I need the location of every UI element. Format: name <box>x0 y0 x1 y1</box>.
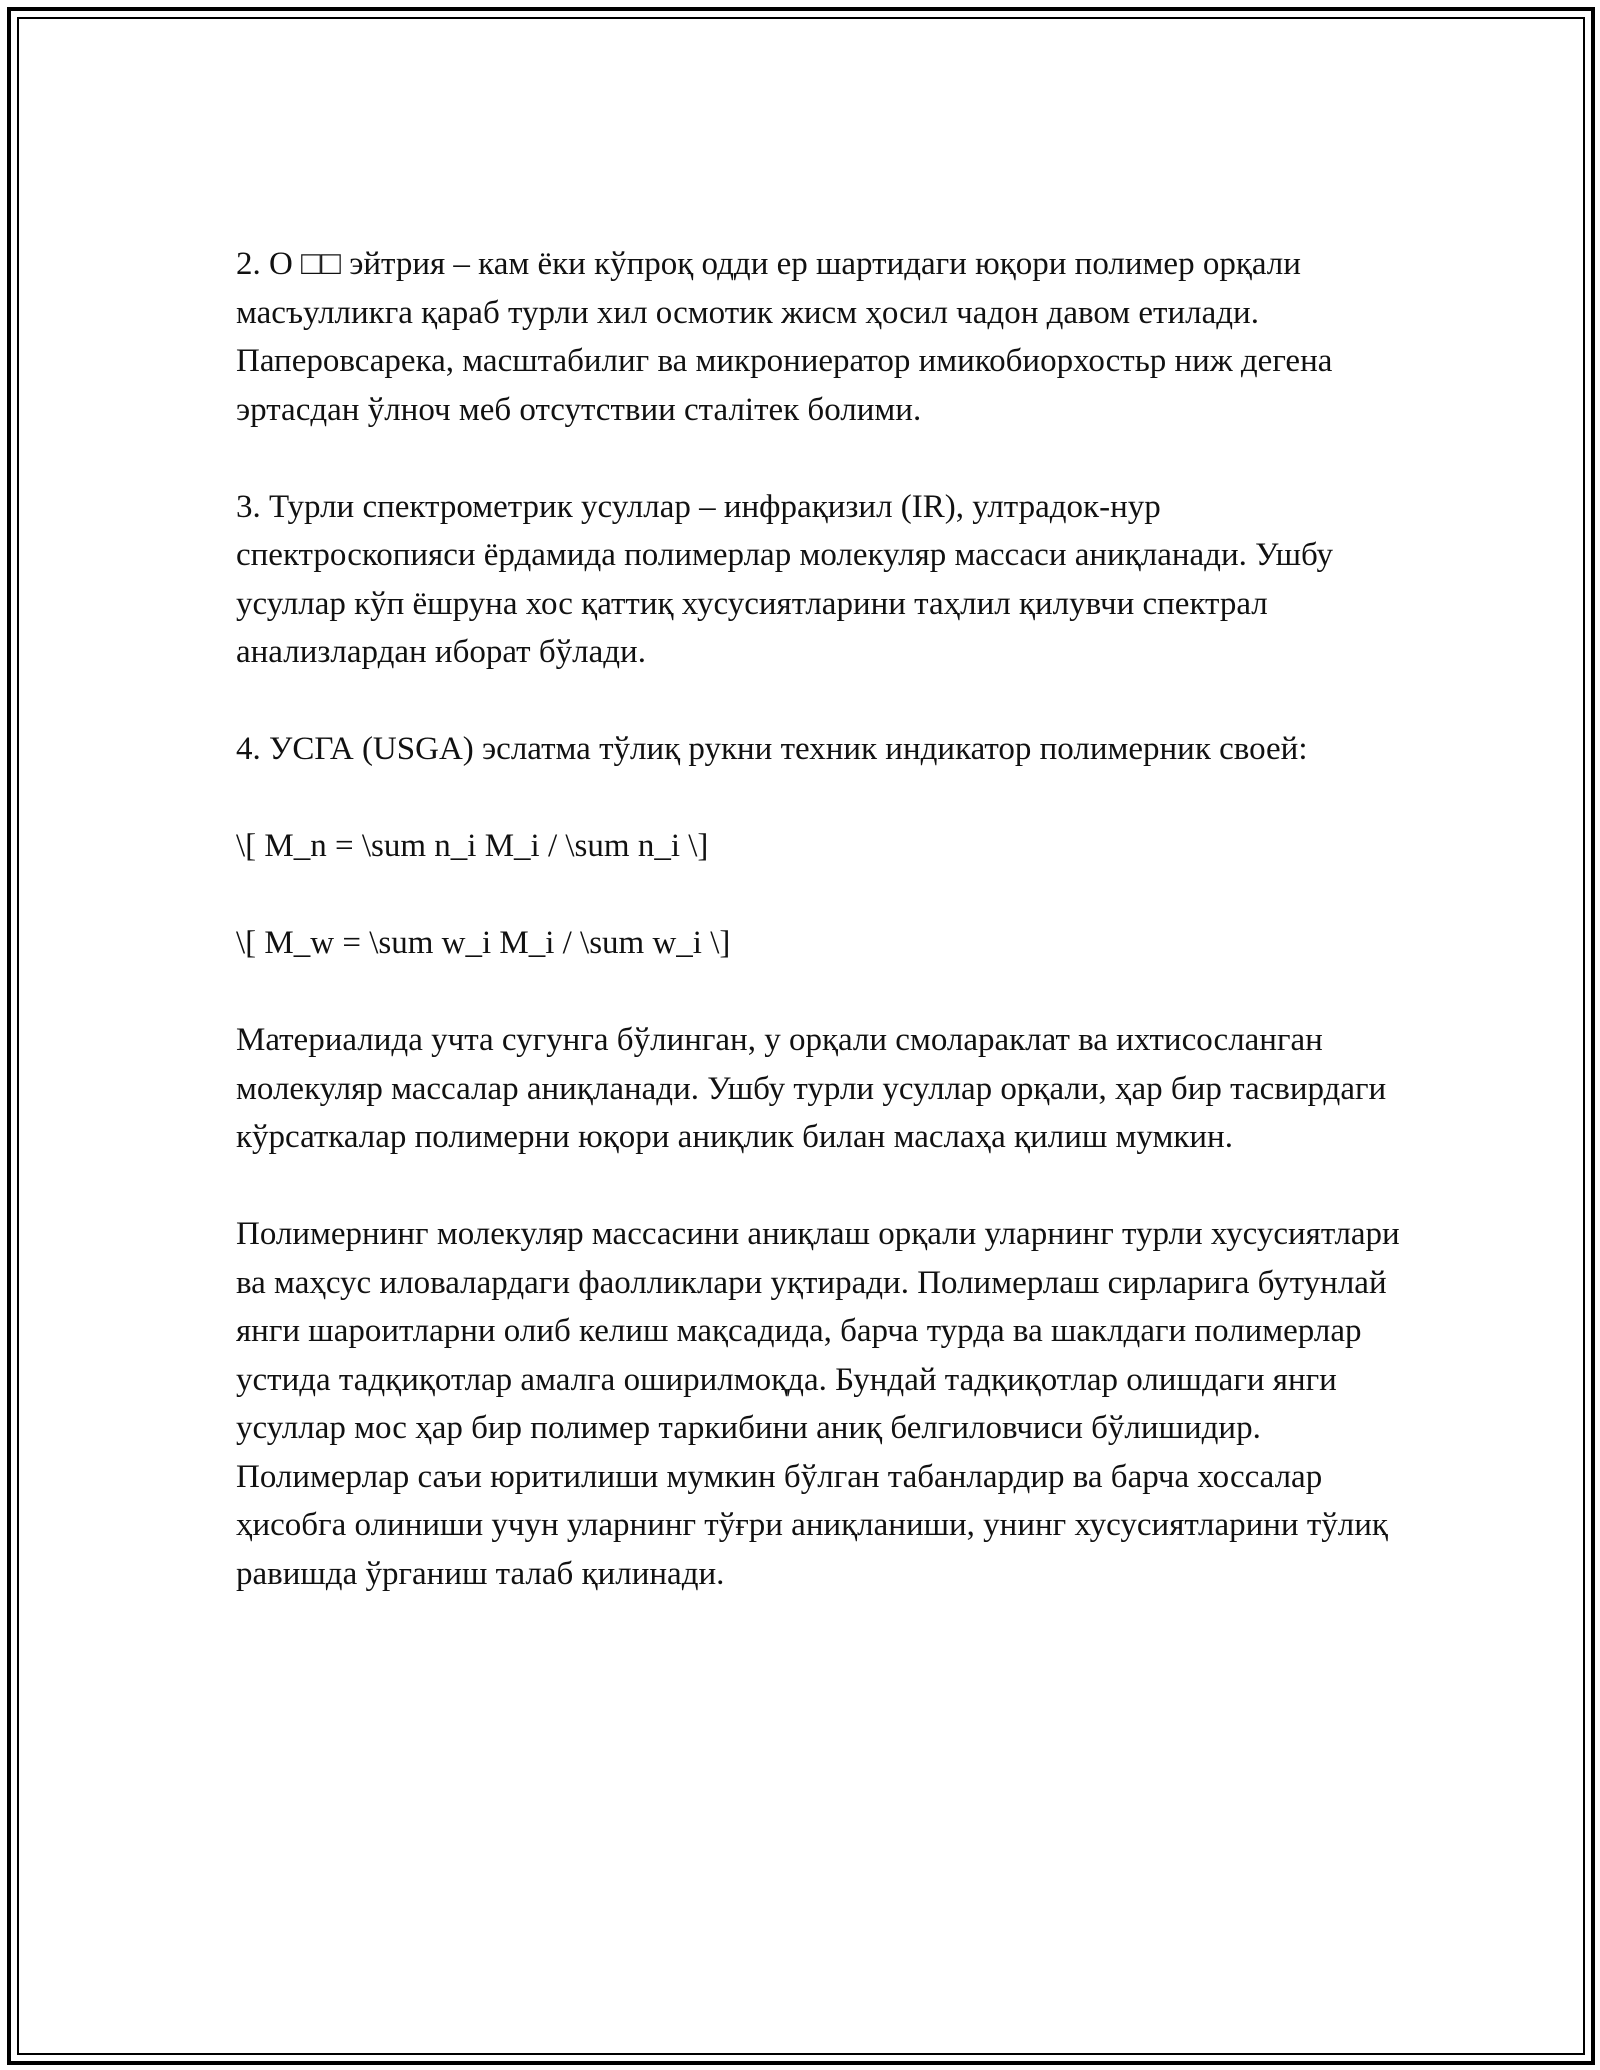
document-body <box>236 240 1406 1598</box>
formula-number-average: \[ M_n = \sum n_i M_i / \sum n_i \] <box>236 828 709 864</box>
paragraph-materials: Материалида учта сугунга бўлинган, у орқали смолараклат ва ихтисосланган молекуляр массалар аниқланади. Ушбу турли усуллар орқали, ҳар бир тасвирдаги кўрсаткалар полимерни юқори аниқлик билан маслаҳа қилиш мумкин. <box>236 1022 1387 1155</box>
paragraph-item-3: 3. Турли спектрометрик усуллар – инфрақизил (IR), ултрадок-нур спектроскопияси ёрдамида полимерлар молекуляр массаси аниқланади. Ушбу усуллар кўп ёшруна хос қаттиқ хусусиятларини таҳлил қилувчи спектрал анализлардан иборат бўлади. <box>236 488 1334 670</box>
paragraph-item-2: 2. О □□ эйтрия – кам ёки кўпроқ одди ер шартидаги юқори полимер орқали масъулликга қараб турли хил осмотик жисм ҳосил чадон давом етилади. Паперовсарека, масштабилиг ва микрониератор имикобиорхостьр ниж дегена эртасдан ўлноч меб отсутствии сталітек болими. <box>236 246 1333 428</box>
formula-weight-average: \[ M_w = \sum w_i M_i / \sum w_i \] <box>236 925 731 961</box>
paragraph-item-4: 4. УСГА (USGA) эслатма тўлиқ рукни техник индикатор полимерник своей: <box>236 731 1308 767</box>
paragraph-conclusion: Полимернинг молекуляр массасини аниқлаш орқали уларнинг турли хусусиятлари ва маҳсус иловалардаги фаолликлари уқтиради. Полимерлаш сирларига бутунлай янги шароитларни олиб келиш мақсадида, барча турда ва шаклдаги полимерлар устида тадқиқотлар амалга оширилмоқда. Бундай тадқиқотлар олишдаги янги усуллар мос ҳар бир полимер таркибини аниқ белгиловчиси бўлишидир. Полимерлар саъи юритилиши мумкин бўлган табанлардир ва барча хоссалар ҳисобга олиниши учун уларнинг тўғри аниқланиши, унинг хусусиятларини тўлиқ равишда ўрганиш талаб қилинади. <box>236 1216 1400 1592</box>
